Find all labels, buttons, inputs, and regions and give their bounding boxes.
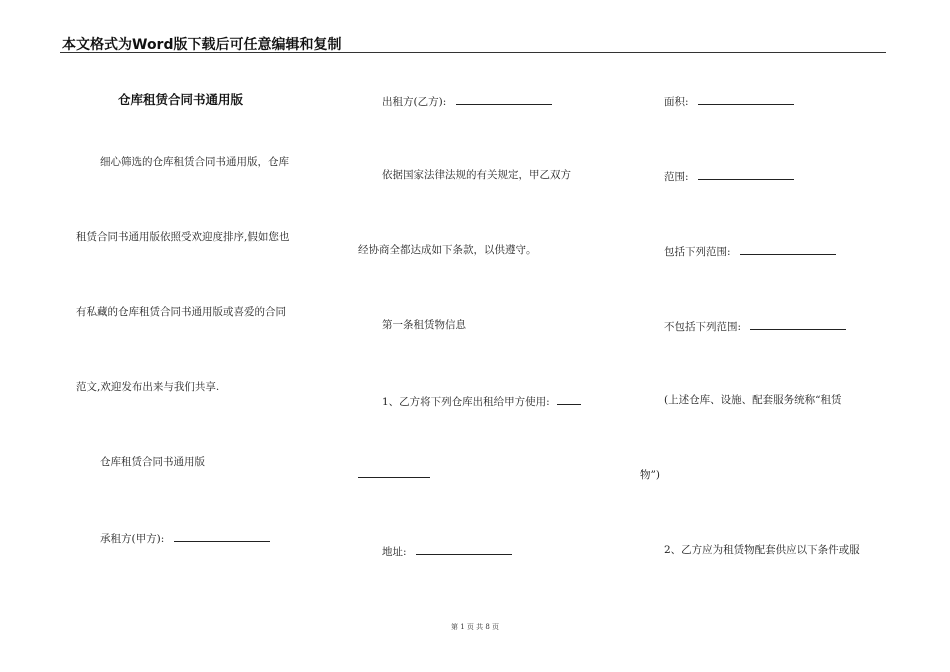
exclude-blank [750, 318, 846, 330]
page-number: 第 1 页 共 8 页 [450, 623, 500, 631]
intro-line-2: 租赁合同书通用版依照受欢迎度排序,假如您也 [76, 231, 290, 243]
item-1-blank [557, 393, 581, 405]
area-label: 面积: [664, 96, 689, 108]
article-1-heading: 第一条租赁物信息 [382, 319, 466, 331]
scope-blank [698, 168, 794, 180]
item-2-text: 2、乙方应为租赁物配套供应以下条件或服 [664, 544, 860, 556]
basis-line-2: 经协商全都达成如下条款，以供遵守。 [358, 244, 537, 256]
doc-title: 仓库租赁合同书通用版 [118, 92, 244, 107]
lessor-label: 出租方(乙方): [382, 96, 447, 108]
item-1-field [382, 393, 581, 409]
area-field [664, 93, 794, 109]
lessee-blank [174, 530, 270, 542]
note-line-2: 物”) [640, 469, 660, 481]
lessee-label: 承租方(甲方): [100, 533, 165, 545]
item-1-text: 1、乙方将下列仓库出租给甲方使用: [382, 396, 550, 408]
exclude-label: 不包括下列范围: [664, 321, 742, 333]
intro-line-3: 有私藏的仓库租赁合同书通用版或喜爱的合同 [76, 306, 286, 318]
area-blank [698, 93, 794, 105]
intro-line-1: 细心筛选的仓库租赁合同书通用版，仓库 [100, 156, 289, 168]
header-divider [60, 52, 886, 53]
document-header-title: 本文格式为Word版下载后可任意编辑和复制 [62, 37, 342, 53]
address-blank [416, 543, 512, 555]
address-field [382, 543, 512, 559]
note-line-1: (上述仓库、设施、配套服务统称“租赁 [664, 394, 842, 406]
lessor-blank [456, 93, 552, 105]
include-field [664, 243, 836, 259]
doc-subtitle: 仓库租赁合同书通用版 [100, 456, 205, 468]
exclude-field [664, 318, 846, 334]
scope-field [664, 168, 794, 184]
include-label: 包括下列范围: [664, 246, 731, 258]
lessor-field [382, 93, 552, 109]
lessee-field [100, 530, 270, 546]
address-label: 地址: [382, 546, 407, 558]
include-blank [740, 243, 836, 255]
basis-line-1: 依据国家法律法规的有关规定，甲乙双方 [382, 169, 571, 181]
scope-label: 范围: [664, 171, 689, 183]
intro-line-4: 范文,欢迎发布出来与我们共享. [76, 381, 220, 393]
item-1-continuation-blank [358, 477, 430, 478]
